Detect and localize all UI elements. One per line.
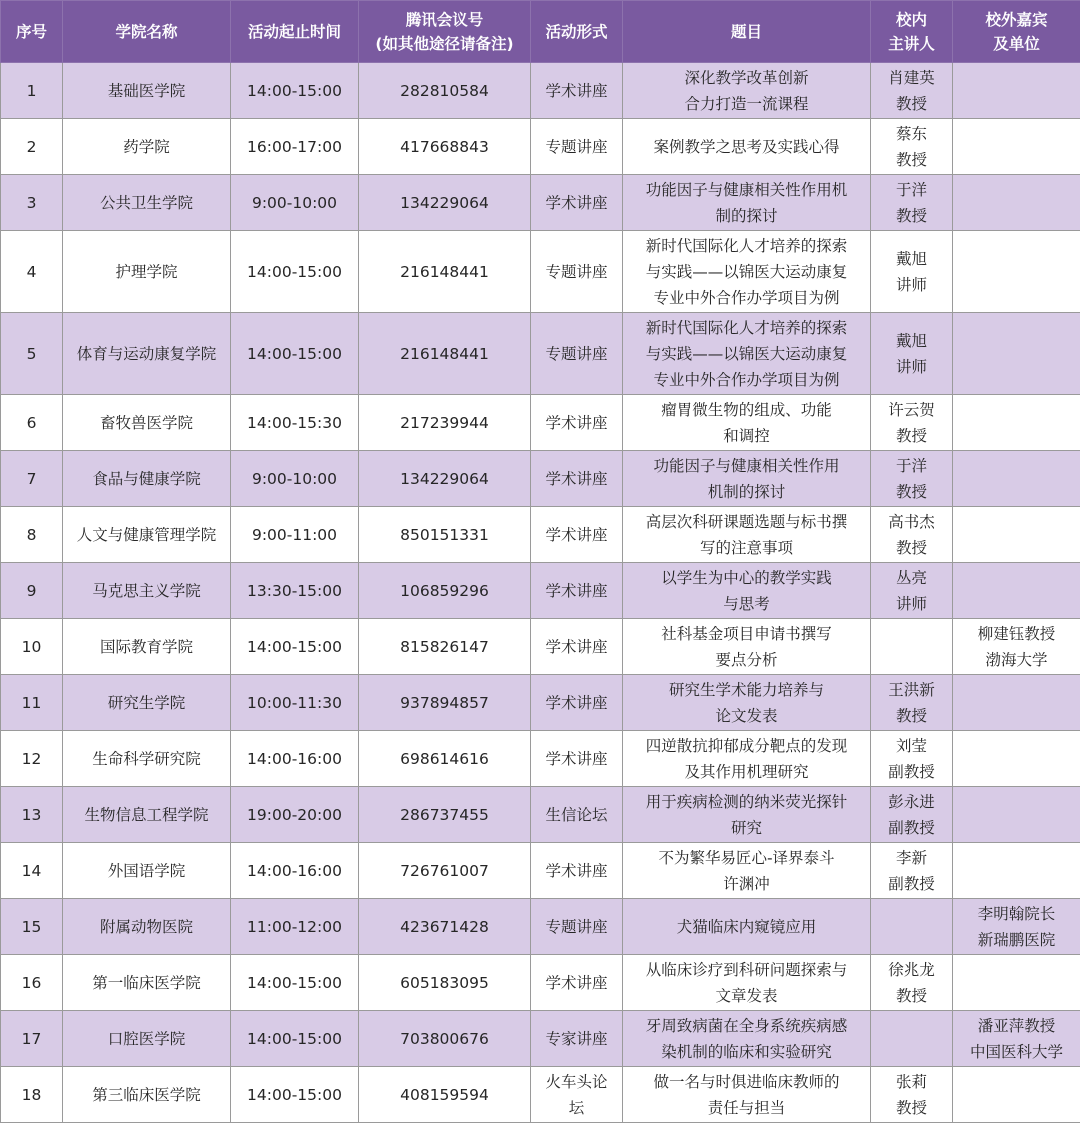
cell-guest: [953, 675, 1080, 731]
table-row: [1, 1067, 1080, 1123]
cell-no: 9: [1, 563, 63, 619]
header-topic: 题目: [623, 1, 871, 63]
cell-form: 专题讲座: [531, 231, 623, 313]
cell-topic: 以学生为中心的教学实践 与思考: [623, 563, 871, 619]
cell-meeting-id: 282810584: [359, 63, 531, 119]
cell-guest: 柳建钰教授 渤海大学: [953, 619, 1080, 675]
cell-form: 学术讲座: [531, 175, 623, 231]
header-row: [1, 1, 1080, 63]
cell-form: 生信论坛: [531, 787, 623, 843]
cell-form: 火车头论 坛: [531, 1067, 623, 1123]
cell-no: 4: [1, 231, 63, 313]
cell-topic: 做一名与时俱进临床教师的 责任与担当: [623, 1067, 871, 1123]
cell-form: 学术讲座: [531, 507, 623, 563]
table-row: [1, 231, 1080, 313]
cell-speaker: [871, 619, 953, 675]
table-body: [1, 63, 1080, 1123]
header-no: 序号: [1, 1, 63, 63]
header-time: 活动起止时间: [231, 1, 359, 63]
cell-topic: 功能因子与健康相关性作用机 制的探讨: [623, 175, 871, 231]
cell-no: 6: [1, 395, 63, 451]
cell-topic: 不为繁华易匠心-译界泰斗 许渊冲: [623, 843, 871, 899]
table-row: [1, 731, 1080, 787]
table-row: [1, 175, 1080, 231]
cell-speaker: 高书杰 教授: [871, 507, 953, 563]
cell-form: 专家讲座: [531, 1011, 623, 1067]
cell-topic: 四逆散抗抑郁成分靶点的发现 及其作用机理研究: [623, 731, 871, 787]
cell-meeting-id: 134229064: [359, 175, 531, 231]
cell-time: 14:00-15:00: [231, 313, 359, 395]
cell-speaker: 丛亮 讲师: [871, 563, 953, 619]
cell-form: 学术讲座: [531, 563, 623, 619]
cell-topic: 用于疾病检测的纳米荧光探针 研究: [623, 787, 871, 843]
header-meeting-id: 腾讯会议号 (如其他途径请备注): [359, 1, 531, 63]
cell-speaker: 彭永进 副教授: [871, 787, 953, 843]
cell-college: 口腔医学院: [63, 1011, 231, 1067]
table-row: [1, 787, 1080, 843]
cell-form: 专题讲座: [531, 119, 623, 175]
cell-college: 体育与运动康复学院: [63, 313, 231, 395]
cell-guest: [953, 175, 1080, 231]
cell-college: 研究生学院: [63, 675, 231, 731]
cell-topic: 深化教学改革创新 合力打造一流课程: [623, 63, 871, 119]
table-row: [1, 619, 1080, 675]
cell-meeting-id: 703800676: [359, 1011, 531, 1067]
cell-no: 13: [1, 787, 63, 843]
cell-college: 人文与健康管理学院: [63, 507, 231, 563]
table-row: [1, 899, 1080, 955]
cell-speaker: [871, 899, 953, 955]
cell-form: 学术讲座: [531, 843, 623, 899]
table-row: [1, 451, 1080, 507]
cell-meeting-id: 216148441: [359, 313, 531, 395]
cell-guest: [953, 395, 1080, 451]
table-row: [1, 63, 1080, 119]
table-row: [1, 313, 1080, 395]
header-guest: 校外嘉宾 及单位: [953, 1, 1080, 63]
cell-topic: 研究生学术能力培养与 论文发表: [623, 675, 871, 731]
cell-meeting-id: 698614616: [359, 731, 531, 787]
cell-meeting-id: 937894857: [359, 675, 531, 731]
table-row: [1, 675, 1080, 731]
cell-college: 生物信息工程学院: [63, 787, 231, 843]
cell-form: 学术讲座: [531, 63, 623, 119]
cell-no: 18: [1, 1067, 63, 1123]
cell-topic: 功能因子与健康相关性作用 机制的探讨: [623, 451, 871, 507]
table-row: [1, 1011, 1080, 1067]
cell-college: 护理学院: [63, 231, 231, 313]
cell-no: 5: [1, 313, 63, 395]
cell-time: 19:00-20:00: [231, 787, 359, 843]
cell-guest: [953, 787, 1080, 843]
cell-college: 第一临床医学院: [63, 955, 231, 1011]
cell-guest: [953, 507, 1080, 563]
table-row: [1, 955, 1080, 1011]
cell-college: 第三临床医学院: [63, 1067, 231, 1123]
cell-speaker: 徐兆龙 教授: [871, 955, 953, 1011]
cell-guest: [953, 231, 1080, 313]
cell-no: 14: [1, 843, 63, 899]
cell-guest: 李明翰院长 新瑞鹏医院: [953, 899, 1080, 955]
cell-guest: [953, 563, 1080, 619]
cell-guest: [953, 63, 1080, 119]
cell-form: 学术讲座: [531, 731, 623, 787]
cell-meeting-id: 423671428: [359, 899, 531, 955]
cell-no: 11: [1, 675, 63, 731]
cell-no: 15: [1, 899, 63, 955]
cell-meeting-id: 850151331: [359, 507, 531, 563]
table-row: [1, 395, 1080, 451]
cell-meeting-id: 815826147: [359, 619, 531, 675]
cell-time: 16:00-17:00: [231, 119, 359, 175]
cell-college: 马克思主义学院: [63, 563, 231, 619]
cell-guest: [953, 955, 1080, 1011]
cell-time: 14:00-15:00: [231, 955, 359, 1011]
cell-speaker: 戴旭 讲师: [871, 313, 953, 395]
cell-no: 10: [1, 619, 63, 675]
cell-meeting-id: 286737455: [359, 787, 531, 843]
cell-time: 11:00-12:00: [231, 899, 359, 955]
cell-speaker: 戴旭 讲师: [871, 231, 953, 313]
cell-no: 16: [1, 955, 63, 1011]
cell-form: 学术讲座: [531, 675, 623, 731]
cell-meeting-id: 216148441: [359, 231, 531, 313]
cell-time: 14:00-15:00: [231, 231, 359, 313]
cell-speaker: 肖建英 教授: [871, 63, 953, 119]
cell-meeting-id: 726761007: [359, 843, 531, 899]
cell-no: 17: [1, 1011, 63, 1067]
cell-guest: [953, 313, 1080, 395]
cell-guest: [953, 1067, 1080, 1123]
cell-form: 学术讲座: [531, 955, 623, 1011]
cell-topic: 案例教学之思考及实践心得: [623, 119, 871, 175]
cell-time: 14:00-15:00: [231, 1067, 359, 1123]
cell-time: 14:00-15:00: [231, 63, 359, 119]
cell-time: 14:00-15:00: [231, 1011, 359, 1067]
cell-guest: 潘亚萍教授 中国医科大学: [953, 1011, 1080, 1067]
cell-topic: 新时代国际化人才培养的探索 与实践——以锦医大运动康复 专业中外合作办学项目为例: [623, 313, 871, 395]
cell-time: 9:00-11:00: [231, 507, 359, 563]
header-form: 活动形式: [531, 1, 623, 63]
cell-guest: [953, 451, 1080, 507]
cell-no: 3: [1, 175, 63, 231]
cell-form: 专题讲座: [531, 899, 623, 955]
cell-form: 学术讲座: [531, 451, 623, 507]
header-college: 学院名称: [63, 1, 231, 63]
cell-topic: 社科基金项目申请书撰写 要点分析: [623, 619, 871, 675]
cell-no: 2: [1, 119, 63, 175]
cell-topic: 高层次科研课题选题与标书撰 写的注意事项: [623, 507, 871, 563]
cell-topic: 从临床诊疗到科研问题探索与 文章发表: [623, 955, 871, 1011]
cell-guest: [953, 119, 1080, 175]
cell-speaker: [871, 1011, 953, 1067]
cell-college: 食品与健康学院: [63, 451, 231, 507]
cell-form: 学术讲座: [531, 619, 623, 675]
cell-speaker: 蔡东 教授: [871, 119, 953, 175]
cell-topic: 牙周致病菌在全身系统疾病感 染机制的临床和实验研究: [623, 1011, 871, 1067]
header-speaker: 校内 主讲人: [871, 1, 953, 63]
cell-college: 附属动物医院: [63, 899, 231, 955]
cell-meeting-id: 134229064: [359, 451, 531, 507]
cell-form: 学术讲座: [531, 395, 623, 451]
cell-topic: 新时代国际化人才培养的探索 与实践——以锦医大运动康复 专业中外合作办学项目为例: [623, 231, 871, 313]
cell-guest: [953, 843, 1080, 899]
cell-time: 14:00-15:30: [231, 395, 359, 451]
cell-meeting-id: 217239944: [359, 395, 531, 451]
cell-speaker: 李新 副教授: [871, 843, 953, 899]
cell-meeting-id: 106859296: [359, 563, 531, 619]
cell-meeting-id: 417668843: [359, 119, 531, 175]
cell-college: 生命科学研究院: [63, 731, 231, 787]
cell-time: 14:00-16:00: [231, 731, 359, 787]
table-row: [1, 119, 1080, 175]
cell-form: 专题讲座: [531, 313, 623, 395]
cell-speaker: 王洪新 教授: [871, 675, 953, 731]
cell-time: 9:00-10:00: [231, 451, 359, 507]
cell-speaker: 许云贺 教授: [871, 395, 953, 451]
cell-no: 8: [1, 507, 63, 563]
cell-college: 基础医学院: [63, 63, 231, 119]
cell-time: 14:00-16:00: [231, 843, 359, 899]
cell-college: 药学院: [63, 119, 231, 175]
cell-speaker: 刘莹 副教授: [871, 731, 953, 787]
cell-time: 10:00-11:30: [231, 675, 359, 731]
cell-topic: 犬猫临床内窥镜应用: [623, 899, 871, 955]
cell-college: 外国语学院: [63, 843, 231, 899]
cell-no: 12: [1, 731, 63, 787]
cell-no: 1: [1, 63, 63, 119]
cell-time: 9:00-10:00: [231, 175, 359, 231]
cell-time: 13:30-15:00: [231, 563, 359, 619]
cell-speaker: 于洋 教授: [871, 451, 953, 507]
cell-college: 畜牧兽医学院: [63, 395, 231, 451]
cell-topic: 瘤胃微生物的组成、功能 和调控: [623, 395, 871, 451]
cell-meeting-id: 408159594: [359, 1067, 531, 1123]
cell-no: 7: [1, 451, 63, 507]
table-row: [1, 507, 1080, 563]
cell-college: 国际教育学院: [63, 619, 231, 675]
cell-speaker: 张莉 教授: [871, 1067, 953, 1123]
table-row: [1, 843, 1080, 899]
cell-guest: [953, 731, 1080, 787]
cell-time: 14:00-15:00: [231, 619, 359, 675]
cell-college: 公共卫生学院: [63, 175, 231, 231]
cell-meeting-id: 605183095: [359, 955, 531, 1011]
table-row: [1, 563, 1080, 619]
cell-speaker: 于洋 教授: [871, 175, 953, 231]
